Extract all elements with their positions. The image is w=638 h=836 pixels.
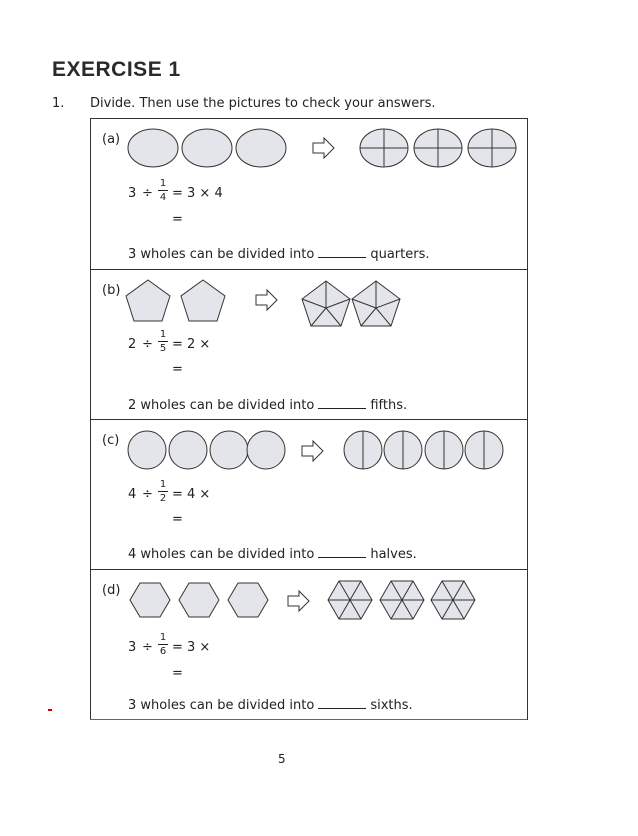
part-a-numerator: 1: [159, 178, 167, 189]
question-text: Divide. Then use the pictures to check your answers.: [90, 96, 436, 111]
pentagon-shape: [181, 280, 225, 321]
part-a-label: (a): [102, 132, 121, 147]
part-b-denominator: 5: [159, 343, 167, 354]
part-c-label: (c): [102, 433, 120, 448]
hexagon-shape: [179, 583, 219, 617]
circle-halved: [384, 431, 422, 469]
part-b-divide: ÷: [142, 337, 153, 352]
question-number: 1.: [52, 96, 65, 111]
pentagon-fifths: [302, 281, 350, 326]
part-d-numerator: 1: [159, 632, 167, 643]
part-c-divide: ÷: [142, 487, 153, 502]
circle-shape: [247, 431, 285, 469]
hollow-right-arrow-icon: [256, 290, 277, 310]
part-c-rhs: = 4 ×: [172, 487, 211, 502]
part-d-denominator: 6: [159, 646, 167, 657]
hollow-right-arrow-icon: [302, 441, 323, 461]
hexagon-sixths: [431, 581, 475, 619]
circle-shape: [169, 431, 207, 469]
part-d-divide: ÷: [142, 640, 153, 655]
part-b-rhs: = 2 ×: [172, 337, 211, 352]
hexagon-shape: [228, 583, 268, 617]
oval-shape: [128, 129, 178, 167]
hollow-right-arrow-icon: [313, 138, 334, 158]
part-d-label: (d): [102, 583, 121, 598]
oval-quartered: [468, 129, 516, 167]
part-a-divide: ÷: [142, 186, 153, 201]
part-a-denominator: 4: [159, 192, 167, 203]
part-c-denominator: 2: [159, 493, 167, 504]
pentagon-fifths: [352, 281, 400, 326]
part-a-sentence-pre: 3 wholes can be divided into: [128, 247, 315, 262]
part-b-numerator: 1: [159, 329, 167, 340]
hollow-right-arrow-icon: [288, 591, 309, 611]
circle-halved: [344, 431, 382, 469]
part-d-sentence-pre: 3 wholes can be divided into: [128, 698, 315, 713]
oval-quartered: [414, 129, 462, 167]
part-a-rhs: = 3 × 4: [172, 186, 223, 201]
part-c-numerator: 1: [159, 479, 167, 490]
circle-shape: [210, 431, 248, 469]
hexagon-sixths: [380, 581, 424, 619]
part-d-whole: 3: [128, 640, 137, 655]
part-b-whole: 2: [128, 337, 137, 352]
page-title: EXERCISE 1: [52, 58, 181, 81]
part-a-equals: =: [172, 212, 183, 227]
circle-halved: [425, 431, 463, 469]
pentagon-shape: [126, 280, 170, 321]
part-a-sentence-post: quarters.: [370, 247, 430, 262]
oval-quartered: [360, 129, 408, 167]
circle-shape: [128, 431, 166, 469]
hexagon-shape: [130, 583, 170, 617]
part-c-equals: =: [172, 512, 183, 527]
part-a-whole: 3: [128, 186, 137, 201]
page-number: 5: [278, 752, 286, 766]
part-c-whole: 4: [128, 487, 137, 502]
circle-halved: [465, 431, 503, 469]
part-d-equals: =: [172, 666, 183, 681]
part-b-equals: =: [172, 362, 183, 377]
hexagon-sixths: [328, 581, 372, 619]
part-d-sentence-post: sixths.: [370, 698, 413, 713]
oval-shape: [236, 129, 286, 167]
part-b-sentence-pre: 2 wholes can be divided into: [128, 398, 315, 413]
part-b-sentence-post: fifths.: [370, 398, 408, 413]
part-b-label: (b): [102, 283, 121, 298]
oval-shape: [182, 129, 232, 167]
part-c-sentence-pre: 4 wholes can be divided into: [128, 547, 315, 562]
part-d-rhs: = 3 ×: [172, 640, 211, 655]
part-c-sentence-post: halves.: [370, 547, 417, 562]
